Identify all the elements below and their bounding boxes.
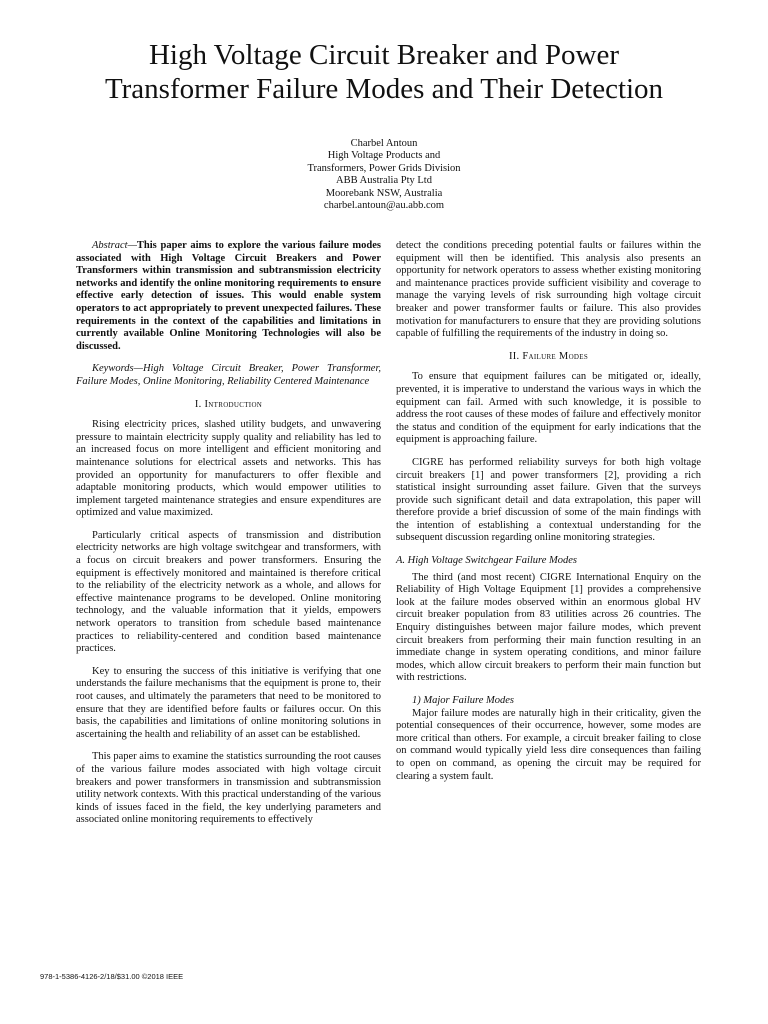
section-heading-introduction [76, 399, 381, 412]
abstract-label: Abstract— [92, 240, 137, 251]
left-column [76, 240, 381, 837]
right-column [396, 240, 701, 793]
paper-title [40, 38, 728, 106]
section-number: II. [508, 350, 520, 362]
author-name: Charbel Antoun [350, 138, 418, 149]
subsubsection-heading: 1) Major Failure Modes [412, 695, 514, 706]
subsubsection-paragraph: Major failure modes are naturally high in their criticality, given the potential consequences of their occurrence, however, some modes are more critical than others. For example, a circuit breaker failing to close on command would typically yield less dire consequences than failing to open on command, as opening the circuit may be required for clearing a system fault. [396, 707, 701, 782]
subsection-paragraph: The third (and most recent) CIGRE International Enquiry on the Reliability of High Voltage Equipment [1] provides a comprehensive look at the failure modes observed within an enormous global HV circuit breaker population from 83 utilities across 26 countries. The Enquiry distinguishes between major failure modes, which prevent circuit breakers from performing their main function resulting in an immediate change in system operating conditions, and minor failure modes, which allow circuit breakers to perform their main function but with restrictions. [396, 571, 701, 684]
author-affiliation-4: Moorebank NSW, Australia [325, 187, 443, 199]
copyright-footer: 978-1-5386-4126-2/18/$31.00 ©2018 IEEE [40, 972, 184, 981]
failure-modes-paragraph: To ensure that equipment failures can be mitigated or, ideally, prevented, it is imperative to understand the various ways in which the equipment can fail. Armed with such knowledge, it is possible to address the root causes of these modes of failure and effectively monitor the status and condition of the equipment for early indications that the equipment is approaching failure. [396, 371, 701, 446]
failure-modes-paragraph: CIGRE has performed reliability surveys for both high voltage circuit breakers [1] and power transformers [2], providing a rich statistical insight surrounding asset failure. Given that the surveys provide such significant detail and data extrapolation, this paper will therefore provide a brief discussion of some of the main findings with the intention of establishing a contextual understanding for the subsequent discussion regarding online monitoring strategies. [396, 456, 701, 544]
author-affiliation-1: High Voltage Products and [327, 150, 441, 162]
abstract-text: This paper aims to explore the various failure modes associated with High Voltage Circuit Breakers and Power Transformers within transmission and subtransmission electricity networks and identify the online monitoring requirements to ensure effective early detection of issues. This would enable system operators to act appropriately to prevent unexpected failures. These requirements in the context of the capabilities and limitations in currently available Online Monitoring Technologies will also be discussed. [76, 240, 381, 352]
abstract [76, 240, 381, 353]
intro-paragraph: This paper aims to examine the statistics surrounding the root causes of the various failure modes associated with high voltage circuit breakers and power transformers in transmission and subtransmission utility network contexts. With this practical understanding of the various kinds of issues faced in the field, the key underlying parameters and associated online monitoring requirements to effectively [76, 751, 381, 826]
keywords [76, 363, 381, 388]
intro-continuation-paragraph: detect the conditions preceding potential faults or failures within the equipment will then be identified. This analysis also presents an opportunity for network operators to assess whether existing monitoring and maintenance practices provide sufficient visibility and coverage to manage the varying levels of risk surrounding high voltage circuit breaker and power transformer faults or failure. This also provides motivation for manufacturers to ensure that they are providing solutions capable of fulfilling the requirements of the industry in doing so. [396, 240, 701, 340]
title-line-1: High Voltage Circuit Breaker and Power [148, 39, 620, 71]
keywords-text: High Voltage Circuit Breaker, Power Transformer, Failure Modes, Online Monitoring, Reliability Centered Maintenance [76, 363, 381, 387]
intro-paragraph: Particularly critical aspects of transmission and distribution electricity networks are high voltage switchgear and transformers, with a focus on circuit breakers and power transformers. Ensuring the equipment is effectively monitored and maintained is therefore critical to the reliability of the electricity network as a whole, and allows for effective maintenance programs to be developed. Online monitoring technology, and the valuable information that it yields, empowers network operators to transition from schedule based maintenance practices to reliability-centered and condition based maintenance practices. [76, 529, 381, 655]
section-heading-failure-modes [396, 351, 701, 364]
subsection-heading: A. High Voltage Switchgear Failure Modes [396, 555, 578, 567]
intro-paragraph: Key to ensuring the success of this initiative is verifying that one understands the failure mechanisms that the equipment is prone to, their root causes, and ultimately the parameters that need to be monitored to ensure that they are identified before faults or failures occur. On this basis, the capabilities and limitations of online monitoring solutions in ascertaining the health and reliability of an asset can be established. [76, 665, 381, 740]
author-affiliation-2: Transformers, Power Grids Division [307, 162, 461, 174]
title-line-2: Transformer Failure Modes and Their Detection [104, 73, 664, 105]
author-block [234, 138, 534, 212]
intro-paragraph: Rising electricity prices, slashed utility budgets, and unwavering pressure to maintain electricity supply quality and reliability has led to an increased focus on more intelligent and efficient monitoring and maintenance solutions for electrical assets and networks. This has provided an opportunity for manufacturers to offer flexible and adaptable monitoring products, which would empower utilities to implement targeted maintenance strategies and ensure expenditures are optimized and value maximized. [76, 419, 381, 519]
author-affiliation-3: ABB Australia Pty Ltd [336, 175, 432, 187]
section-title: Failure Modes [522, 350, 589, 362]
section-title: Introduction [204, 398, 263, 410]
section-number: I. [194, 398, 202, 410]
keywords-label: Keywords— [92, 363, 143, 375]
author-email: charbel.antoun@au.abb.com [323, 200, 445, 212]
